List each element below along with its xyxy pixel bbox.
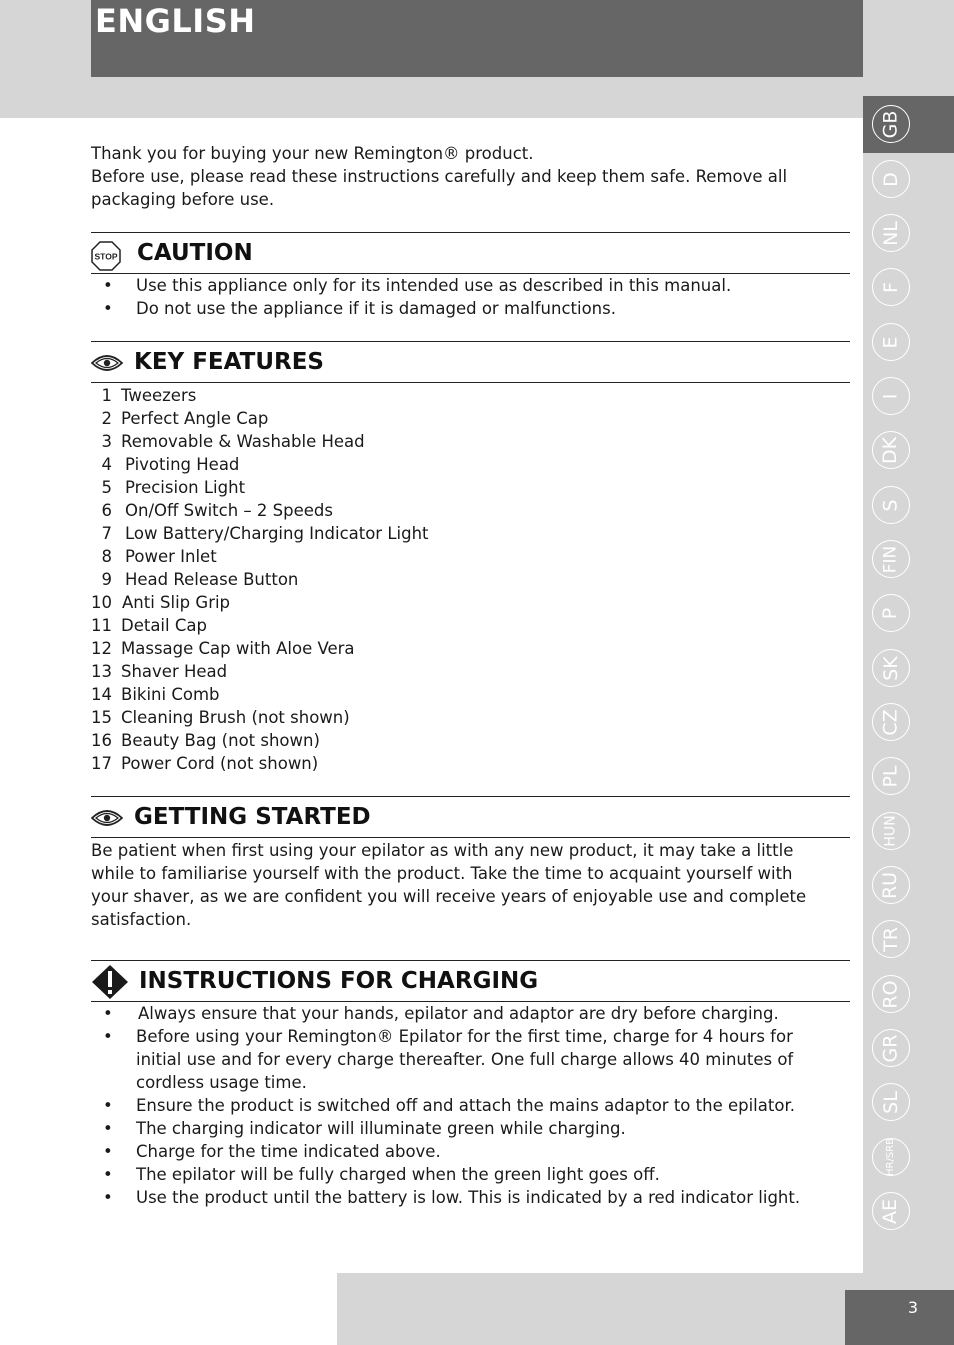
intro-text bbox=[91, 142, 851, 211]
stop-icon bbox=[91, 241, 121, 275]
caution-title: CAUTION bbox=[137, 240, 253, 266]
list-item: 9 Head Release Button bbox=[101, 570, 299, 589]
page-title: ENGLISH bbox=[95, 2, 256, 40]
list-item: • Always ensure that your hands, epilator and adaptor are dry before charging. bbox=[103, 1004, 779, 1023]
lang-tab-tr[interactable]: TR bbox=[872, 920, 910, 958]
features-list bbox=[91, 384, 591, 775]
lang-tab-dk[interactable]: DK bbox=[872, 431, 910, 469]
list-item: 14 Bikini Comb bbox=[91, 685, 220, 704]
list-item: • Use this appliance only for its intended use as described in this manual. bbox=[103, 276, 732, 295]
lang-tab-e[interactable]: E bbox=[872, 323, 910, 361]
key-features-heading bbox=[91, 341, 850, 383]
list-item: 10 Anti Slip Grip bbox=[91, 593, 231, 612]
list-item: 13 Shaver Head bbox=[91, 662, 228, 681]
list-item: 17 Power Cord (not shown) bbox=[91, 754, 319, 773]
caution-heading bbox=[91, 232, 850, 274]
lang-tab-cz[interactable]: CZ bbox=[872, 703, 910, 741]
lang-tab-sl[interactable]: SL bbox=[872, 1083, 910, 1121]
lang-tab-hr-srb[interactable]: HR/SRB bbox=[872, 1138, 910, 1176]
lang-tab-sk[interactable]: SK bbox=[872, 649, 910, 687]
lang-tab-gb[interactable]: GB bbox=[872, 105, 910, 143]
charging-title: INSTRUCTIONS FOR CHARGING bbox=[139, 968, 539, 994]
warning-icon bbox=[91, 964, 129, 1004]
lang-tab-s[interactable]: S bbox=[872, 486, 910, 524]
title-bar bbox=[91, 0, 863, 77]
list-item: 11 Detail Cap bbox=[91, 616, 207, 635]
getting-started-heading bbox=[91, 796, 850, 838]
list-item: • Use the product until the battery is low. This is indicated by a red indicator light. bbox=[103, 1188, 801, 1207]
list-item: 12 Massage Cap with Aloe Vera bbox=[91, 639, 355, 658]
getting-started-title: GETTING STARTED bbox=[134, 804, 371, 830]
list-item: • Before using your Remington® Epilator for the first time, charge for 4 hours for initial use and for every charge thereafter. One full charge allows 40 minutes of cordless usage time. bbox=[103, 1027, 794, 1092]
key-features-title: KEY FEATURES bbox=[134, 349, 324, 375]
footer-band bbox=[337, 1273, 863, 1345]
intro-line-1: Thank you for buying your new Remington® product. bbox=[91, 144, 534, 163]
list-item: 2 Perfect Angle Cap bbox=[101, 409, 269, 428]
list-item: • Do not use the appliance if it is damaged or malfunctions. bbox=[103, 299, 616, 318]
eye-icon bbox=[91, 354, 123, 376]
lang-tab-f[interactable]: F bbox=[872, 268, 910, 306]
list-item: 3 Removable & Washable Head bbox=[101, 432, 365, 451]
caution-list bbox=[91, 274, 851, 320]
lang-tab-nl[interactable]: NL bbox=[872, 214, 910, 252]
list-item: • The charging indicator will illuminate green while charging. bbox=[103, 1119, 626, 1138]
list-item: 16 Beauty Bag (not shown) bbox=[91, 731, 320, 750]
lang-tab-fin[interactable]: FIN bbox=[872, 540, 910, 578]
list-item: 15 Cleaning Brush (not shown) bbox=[91, 708, 350, 727]
charging-heading bbox=[91, 960, 850, 1002]
page-number-box bbox=[845, 1290, 954, 1345]
lang-tab-ru[interactable]: RU bbox=[872, 866, 910, 904]
lang-tab-gr[interactable]: GR bbox=[872, 1029, 910, 1067]
lang-tab-hun[interactable]: HUN bbox=[872, 812, 910, 850]
list-item: • The epilator will be fully charged when the green light goes off. bbox=[103, 1165, 660, 1184]
lang-tab-ro[interactable]: RO bbox=[872, 975, 910, 1013]
list-item: 7 Low Battery/Charging Indicator Light bbox=[101, 524, 429, 543]
list-item: 8 Power Inlet bbox=[101, 547, 217, 566]
list-item: • Ensure the product is switched off and attach the mains adaptor to the epilator. bbox=[103, 1096, 795, 1115]
list-item: 4 Pivoting Head bbox=[101, 455, 240, 474]
page-number: 3 bbox=[907, 1298, 918, 1317]
eye-icon bbox=[91, 809, 123, 831]
lang-tab-i[interactable]: I bbox=[872, 377, 910, 415]
lang-tab-ae[interactable]: AE bbox=[872, 1192, 910, 1230]
charging-list bbox=[91, 1002, 851, 1209]
lang-tab-p[interactable]: P bbox=[872, 594, 910, 632]
intro-line-2: Before use, please read these instructions carefully and keep them safe. Remove all packaging before use. bbox=[91, 167, 788, 209]
list-item: 6 On/Off Switch – 2 Speeds bbox=[101, 501, 333, 520]
lang-tab-d[interactable]: D bbox=[872, 160, 910, 198]
list-item: 1 Tweezers bbox=[101, 386, 197, 405]
list-item: 5 Precision Light bbox=[101, 478, 246, 497]
lang-tab-pl[interactable]: PL bbox=[872, 757, 910, 795]
list-item: • Charge for the time indicated above. bbox=[103, 1142, 441, 1161]
svg-text:STOP: STOP bbox=[94, 251, 118, 262]
getting-started-text: Be patient when first using your epilator as with any new product, it may take a little while to familiarise yourself with the product. Take the time to acquaint yourself with your shaver, as we are confident you will receive years of enjoyable use and complete satisfaction. bbox=[91, 841, 807, 929]
